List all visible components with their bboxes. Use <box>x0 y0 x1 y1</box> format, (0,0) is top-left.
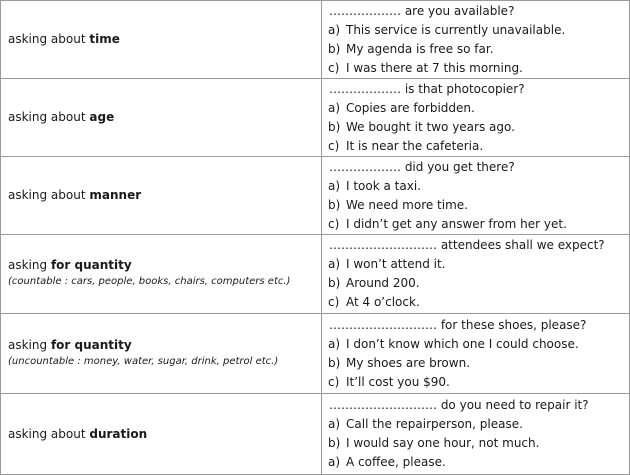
question-cell <box>322 314 630 393</box>
answer-option <box>328 453 629 472</box>
question-cell <box>322 157 630 234</box>
question-prompt: ……………………… attendees shall we expect? <box>329 238 605 252</box>
question-type-label <box>8 427 315 442</box>
answer-option <box>328 255 629 274</box>
option-letter: a) <box>328 22 341 37</box>
option-letter: a) <box>328 417 341 431</box>
option-text: At 4 o’clock. <box>346 295 420 309</box>
option-letter: c) <box>328 138 340 153</box>
label-keyword: manner <box>89 188 142 202</box>
option-text: I would say one hour, not much. <box>346 436 540 450</box>
question-type-label <box>8 32 315 47</box>
question-cell <box>322 79 630 156</box>
question-type-label <box>8 110 315 125</box>
label-prefix: asking <box>8 258 51 272</box>
question-type-cell <box>1 1 322 78</box>
question-type-cell <box>1 235 322 313</box>
answer-option <box>328 373 629 392</box>
table-row <box>1 314 630 394</box>
question-type-note: (countable : cars, people, books, chairs, computers etc.) <box>8 276 291 287</box>
question-prompt: ……………………… for these shoes, please? <box>329 317 587 332</box>
option-text: Around 200. <box>346 276 420 290</box>
option-text: This service is currently unavailable. <box>346 22 566 37</box>
label-keyword: for quantity <box>50 337 132 352</box>
question-type-cell <box>1 314 322 393</box>
question-cell <box>322 1 630 78</box>
option-letter: a) <box>328 336 341 351</box>
option-text: I don’t know which one I could choose. <box>346 336 579 351</box>
answer-option <box>328 59 629 78</box>
answer-option <box>328 274 629 293</box>
option-letter: a) <box>328 257 341 271</box>
table-row <box>1 1 630 79</box>
answer-option <box>328 196 629 215</box>
label-keyword: age <box>89 110 115 124</box>
option-letter: a) <box>328 178 341 193</box>
answer-option <box>328 415 629 434</box>
label-keyword: time <box>89 32 120 46</box>
option-text: We need more time. <box>346 197 468 212</box>
option-text: It’ll cost you $90. <box>346 374 450 389</box>
option-letter: a) <box>328 100 341 115</box>
option-letter: b) <box>328 355 341 370</box>
option-text: I took a taxi. <box>346 178 421 193</box>
option-letter: b) <box>328 436 341 450</box>
question-prompt: ……………… are you available? <box>329 3 515 18</box>
option-text: Copies are forbidden. <box>346 100 475 115</box>
option-letter: b) <box>328 197 341 212</box>
table-row <box>1 157 630 235</box>
table-row <box>1 79 630 157</box>
answer-option <box>328 293 629 312</box>
option-text: My agenda is free so far. <box>346 41 494 56</box>
option-text: Call the repairperson, please. <box>346 417 523 431</box>
option-letter: b) <box>328 119 341 134</box>
option-letter: c) <box>328 295 340 309</box>
question-type-note: (uncountable : money, water, sugar, drink, petrol etc.) <box>8 355 279 367</box>
answer-option <box>328 354 629 373</box>
answer-option <box>328 335 629 354</box>
option-text: It is near the cafeteria. <box>346 138 484 153</box>
label-prefix: asking about <box>8 32 90 46</box>
label-prefix: asking <box>8 337 51 352</box>
option-letter: a) <box>328 455 341 469</box>
question-type-label <box>8 338 315 353</box>
option-letter: b) <box>328 276 341 290</box>
option-text: I was there at 7 this morning. <box>346 60 523 75</box>
option-letter: c) <box>328 60 340 75</box>
table-row <box>1 394 630 475</box>
label-keyword: for quantity <box>50 258 132 272</box>
question-type-cell <box>1 394 322 474</box>
answer-option <box>328 434 629 453</box>
question-type-label <box>8 258 315 273</box>
question-prompt: ……………………… do you need to repair it? <box>329 398 589 412</box>
option-text: We bought it two years ago. <box>346 119 515 134</box>
answer-option <box>328 118 629 137</box>
answer-option <box>328 99 629 118</box>
question-type-cell <box>1 79 322 156</box>
question-type-cell <box>1 157 322 234</box>
option-text: A coffee, please. <box>346 455 446 469</box>
option-letter: c) <box>328 374 340 389</box>
table-row <box>1 235 630 314</box>
answer-option <box>328 40 629 59</box>
answer-option <box>328 21 629 40</box>
question-prompt: ……………… is that photocopier? <box>329 81 525 96</box>
label-prefix: asking about <box>8 426 90 441</box>
option-text: My shoes are brown. <box>346 355 471 370</box>
label-keyword: duration <box>89 426 148 441</box>
question-cell <box>322 235 630 313</box>
answer-option <box>328 137 629 156</box>
label-prefix: asking about <box>8 188 90 202</box>
answer-option <box>328 215 629 234</box>
answer-option <box>328 177 629 196</box>
question-type-label <box>8 188 315 203</box>
option-letter: b) <box>328 41 341 56</box>
option-text: I won’t attend it. <box>346 257 446 271</box>
option-text: I didn’t get any answer from her yet. <box>346 216 567 231</box>
option-letter: c) <box>328 216 340 231</box>
label-prefix: asking about <box>8 110 90 124</box>
question-prompt: ……………… did you get there? <box>329 159 515 174</box>
question-cell <box>322 394 630 474</box>
